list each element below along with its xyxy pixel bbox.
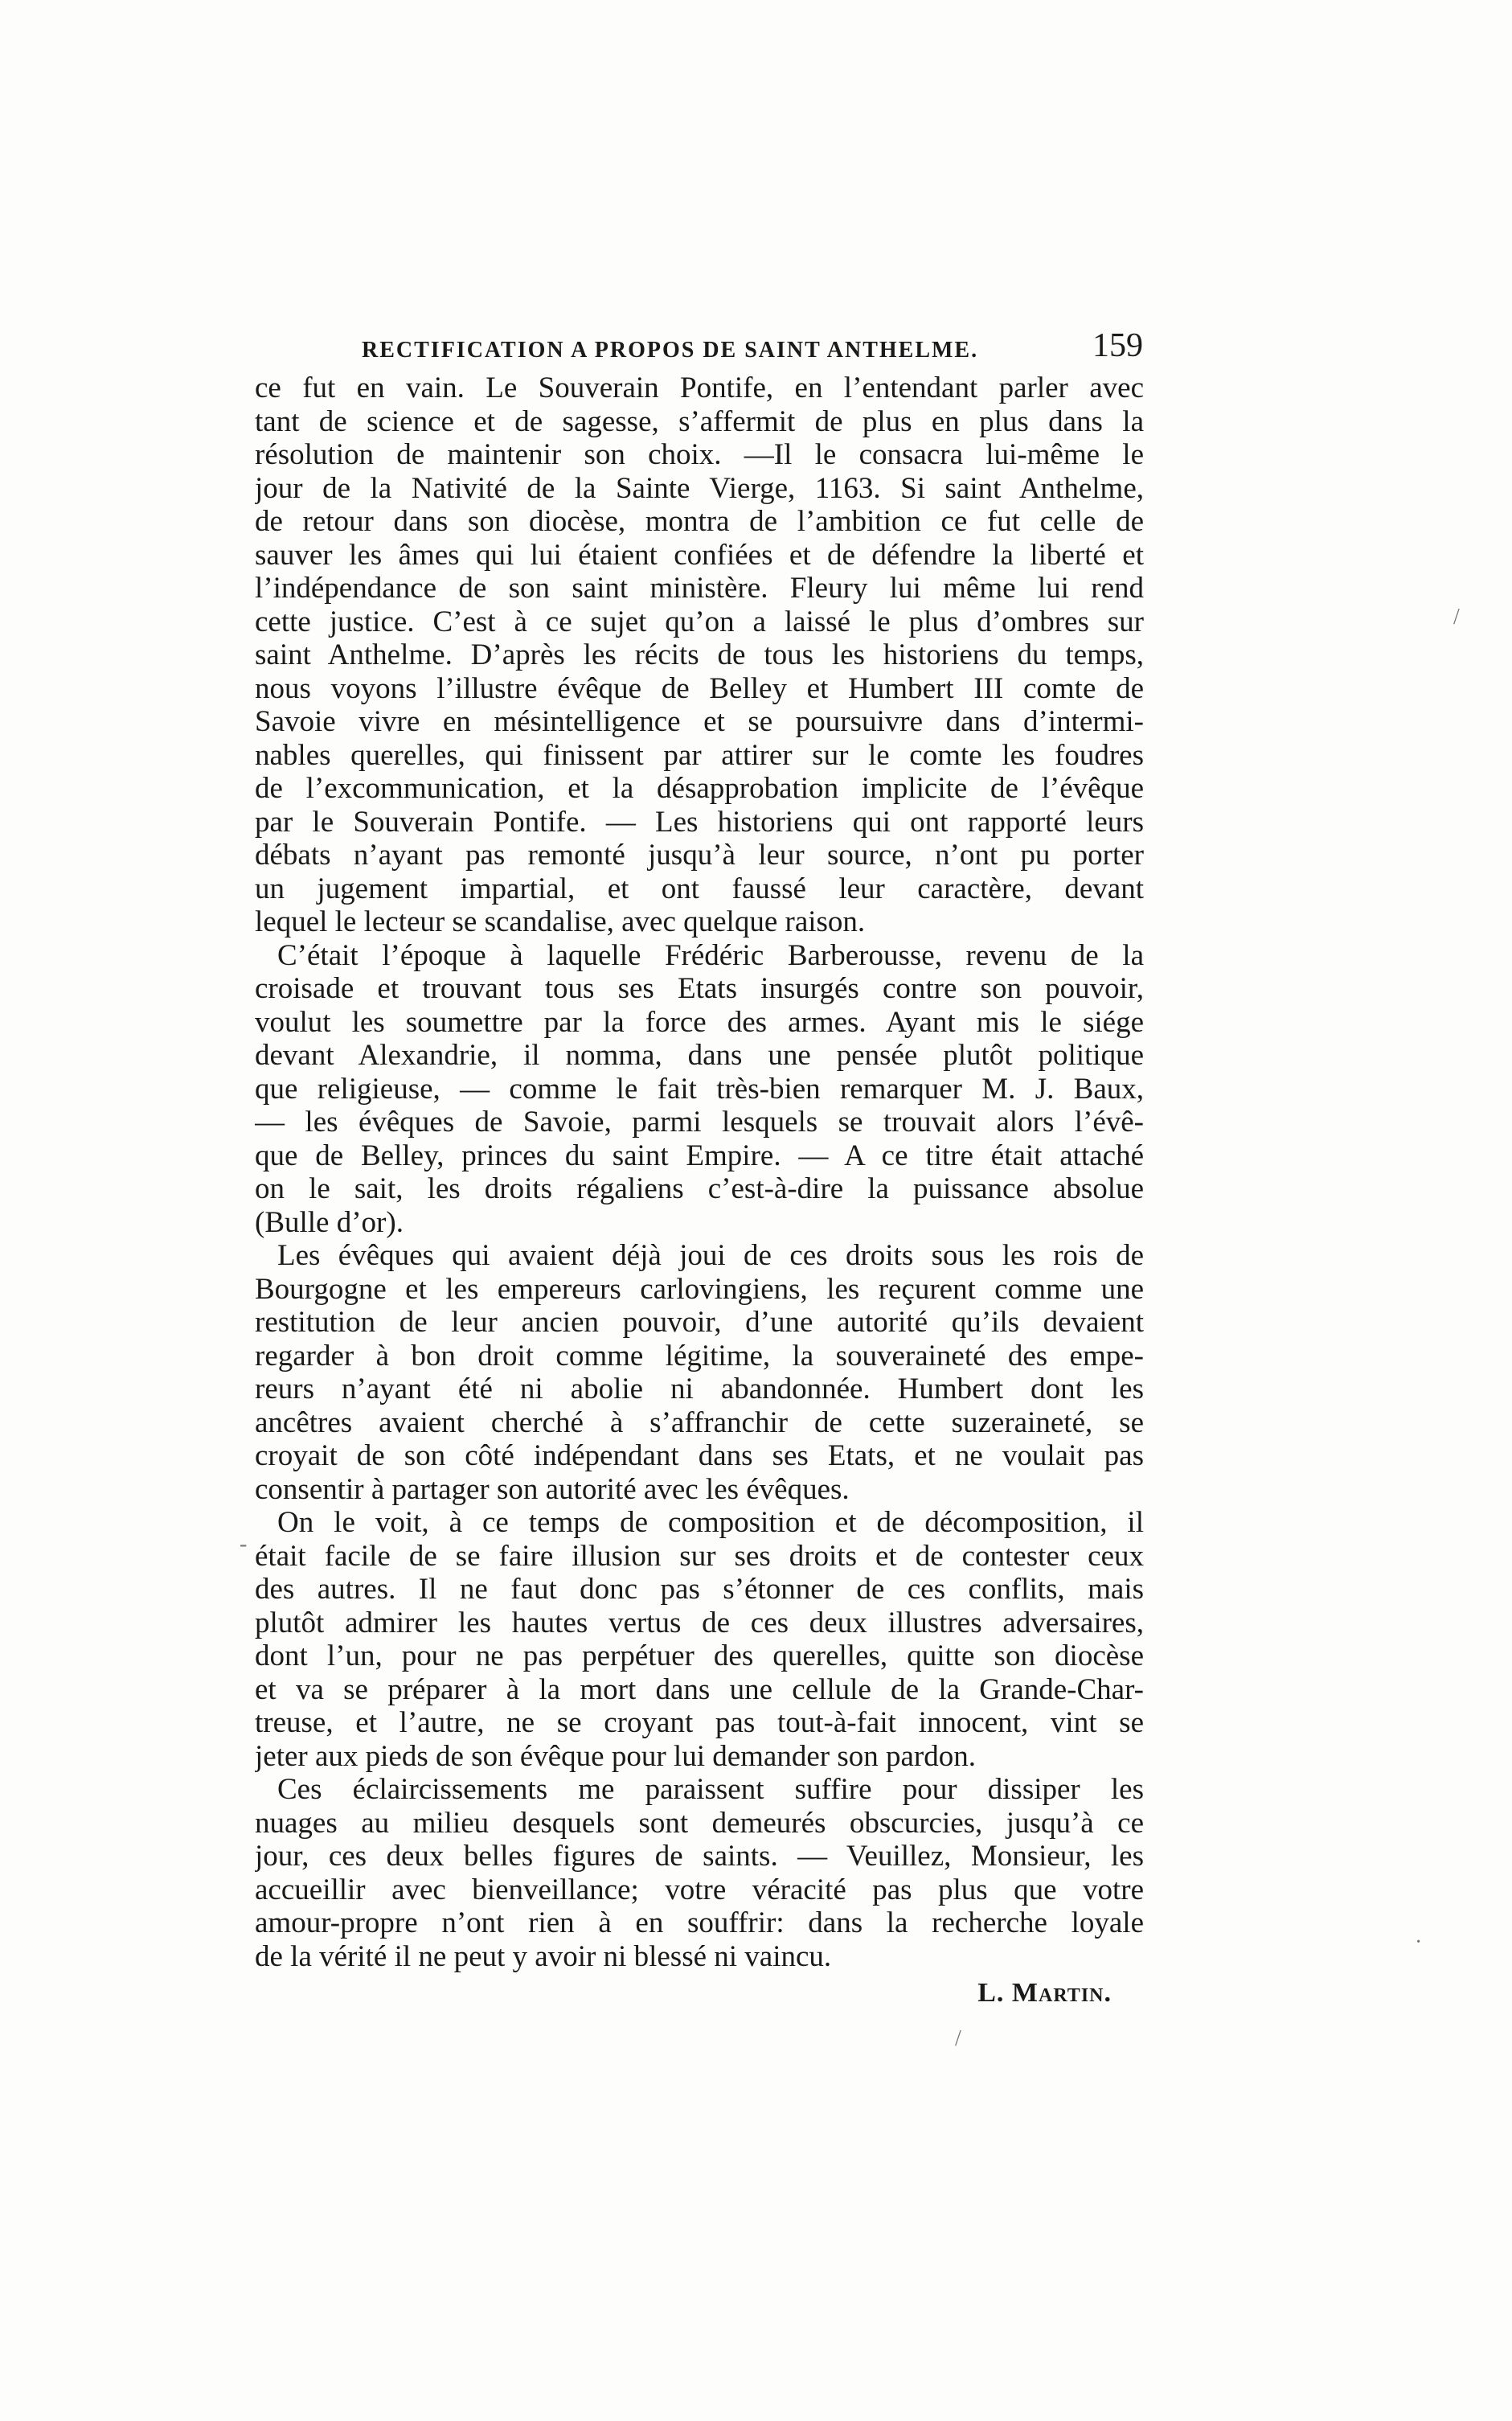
text-line: regarder à bon droit comme légitime, la souveraineté des empe- (255, 1339, 1144, 1373)
text-line: plutôt admirer les hautes vertus de ces deux illustres adversaires, (255, 1606, 1144, 1639)
text-line: nous voyons l’illustre évêque de Belley et Humbert III comte de (255, 671, 1144, 705)
text-line: croisade et trouvant tous ses Etats insurgés contre son pouvoir, (255, 972, 1144, 1005)
text-line: Les évêques qui avaient déjà joui de ces droits sous les rois de (277, 1239, 1144, 1272)
body-text (255, 371, 1144, 2013)
text-line: On le voit, à ce temps de composition et de décomposition, il (277, 1506, 1144, 1539)
text-line: saint Anthelme. D’après les récits de tous les historiens du temps, (255, 638, 1144, 671)
text-line: des autres. Il ne faut donc pas s’étonner de ces conflits, mais (255, 1573, 1144, 1606)
text-line: jour, ces deux belles figures de saints. — Veuillez, Monsieur, les (255, 1840, 1144, 1873)
signature: L. Martin. (977, 1978, 1112, 2008)
text-line: consentir à partager son autorité avec les évêques. (255, 1472, 850, 1506)
text-line: de l’excommunication, et la désapprobation implicite de l’évêque (255, 772, 1144, 805)
text-line: (Bulle d’or). (255, 1205, 404, 1239)
text-line: nables querelles, qui finissent par attirer sur le comte les foudres (255, 738, 1144, 772)
text-line: lequel le lecteur se scandalise, avec quelque raison. (255, 905, 866, 938)
margin-speck: - (240, 1532, 248, 1557)
running-title: RECTIFICATION A PROPOS DE SAINT ANTHELME. (362, 338, 979, 363)
text-line: que de Belley, princes du saint Empire. — A ce titre était attaché (255, 1139, 1144, 1172)
text-line: on le sait, les droits régaliens c’est-à-dire la puissance absolue (255, 1172, 1144, 1205)
text-line: et va se préparer à la mort dans une cellule de la Grande-Char- (255, 1672, 1144, 1706)
text-line: reurs n’ayant été ni abolie ni abandonnée. Humbert dont les (255, 1373, 1144, 1405)
text-line: de retour dans son diocèse, montra de l’ambition ce fut celle de (255, 505, 1144, 538)
text-line: un jugement impartial, et ont faussé leur caractère, devant (255, 872, 1144, 905)
text-line: l’indépendance de son saint ministère. Fleury lui même lui rend (255, 572, 1144, 605)
margin-speck: · (1415, 1930, 1423, 1955)
text-line: dont l’un, pour ne pas perpétuer des querelles, quitte son diocèse (255, 1639, 1144, 1672)
text-line: Ces éclaircissements me paraissent suffire pour dissiper les (277, 1773, 1144, 1806)
text-line: était facile de se faire illusion sur ses droits et de contester ceux (255, 1539, 1144, 1573)
text-line: accueillir avec bienveillance; votre véracité pas plus que votre (255, 1873, 1144, 1906)
text-line: amour-propre n’ont rien à en souffrir: dans la recherche loyale (255, 1906, 1144, 1939)
text-line: — les évêques de Savoie, parmi lesquels se trouvait alors l’évê- (255, 1106, 1144, 1139)
page-number: 159 (1092, 327, 1143, 364)
text-line: nuages au milieu desquels sont demeurés obscurcies, jusqu’à ce (255, 1806, 1144, 1840)
text-line: jeter aux pieds de son évêque pour lui demander son pardon. (255, 1739, 976, 1773)
text-line: jour de la Nativité de la Sainte Vierge, 1163. Si saint Anthelme, (255, 471, 1144, 505)
text-line: débats n’ayant pas remonté jusqu’à leur source, n’ont pu porter (255, 839, 1144, 872)
text-line: tant de science et de sagesse, s’affermit de plus en plus dans la (255, 404, 1144, 438)
text-line: treuse, et l’autre, ne se croyant pas tout-à-fait innocent, vint se (255, 1706, 1144, 1739)
text-line: ancêtres avaient cherché à s’affranchir de cette suzeraineté, se (255, 1405, 1144, 1439)
text-line: résolution de maintenir son choix. —Il le consacra lui-même le (255, 438, 1144, 471)
text-line: Savoie vivre en mésintelligence et se poursuivre dans d’intermi- (255, 705, 1144, 738)
text-line: sauver les âmes qui lui étaient confiées et de défendre la liberté et (255, 538, 1144, 572)
text-line: devant Alexandrie, il nomma, dans une pensée plutôt politique (255, 1039, 1144, 1072)
margin-speck: / (955, 2026, 961, 2051)
text-line: par le Souverain Pontife. — Les historiens qui ont rapporté leurs (255, 805, 1144, 839)
running-head (346, 323, 1149, 371)
text-line: croyait de son côté indépendant dans ses Etats, et ne voulait pas (255, 1439, 1144, 1472)
margin-speck: / (1453, 605, 1460, 630)
text-line: ce fut en vain. Le Souverain Pontife, en l’entendant parler avec (255, 371, 1144, 404)
text-line: Bourgogne et les empereurs carlovingiens, les reçurent comme une (255, 1272, 1144, 1306)
text-line: de la vérité il ne peut y avoir ni blessé ni vaincu. (255, 1939, 832, 1973)
text-line: voulut les soumettre par la force des armes. Ayant mis le siége (255, 1005, 1144, 1039)
text-line: cette justice. C’est à ce sujet qu’on a laissé le plus d’ombres sur (255, 605, 1144, 638)
text-line: restitution de leur ancien pouvoir, d’une autorité qu’ils devaient (255, 1306, 1144, 1339)
text-line: C’était l’époque à laquelle Frédéric Barberousse, revenu de la (277, 938, 1144, 972)
text-line: que religieuse, — comme le fait très-bien remarquer M. J. Baux, (255, 1072, 1144, 1106)
